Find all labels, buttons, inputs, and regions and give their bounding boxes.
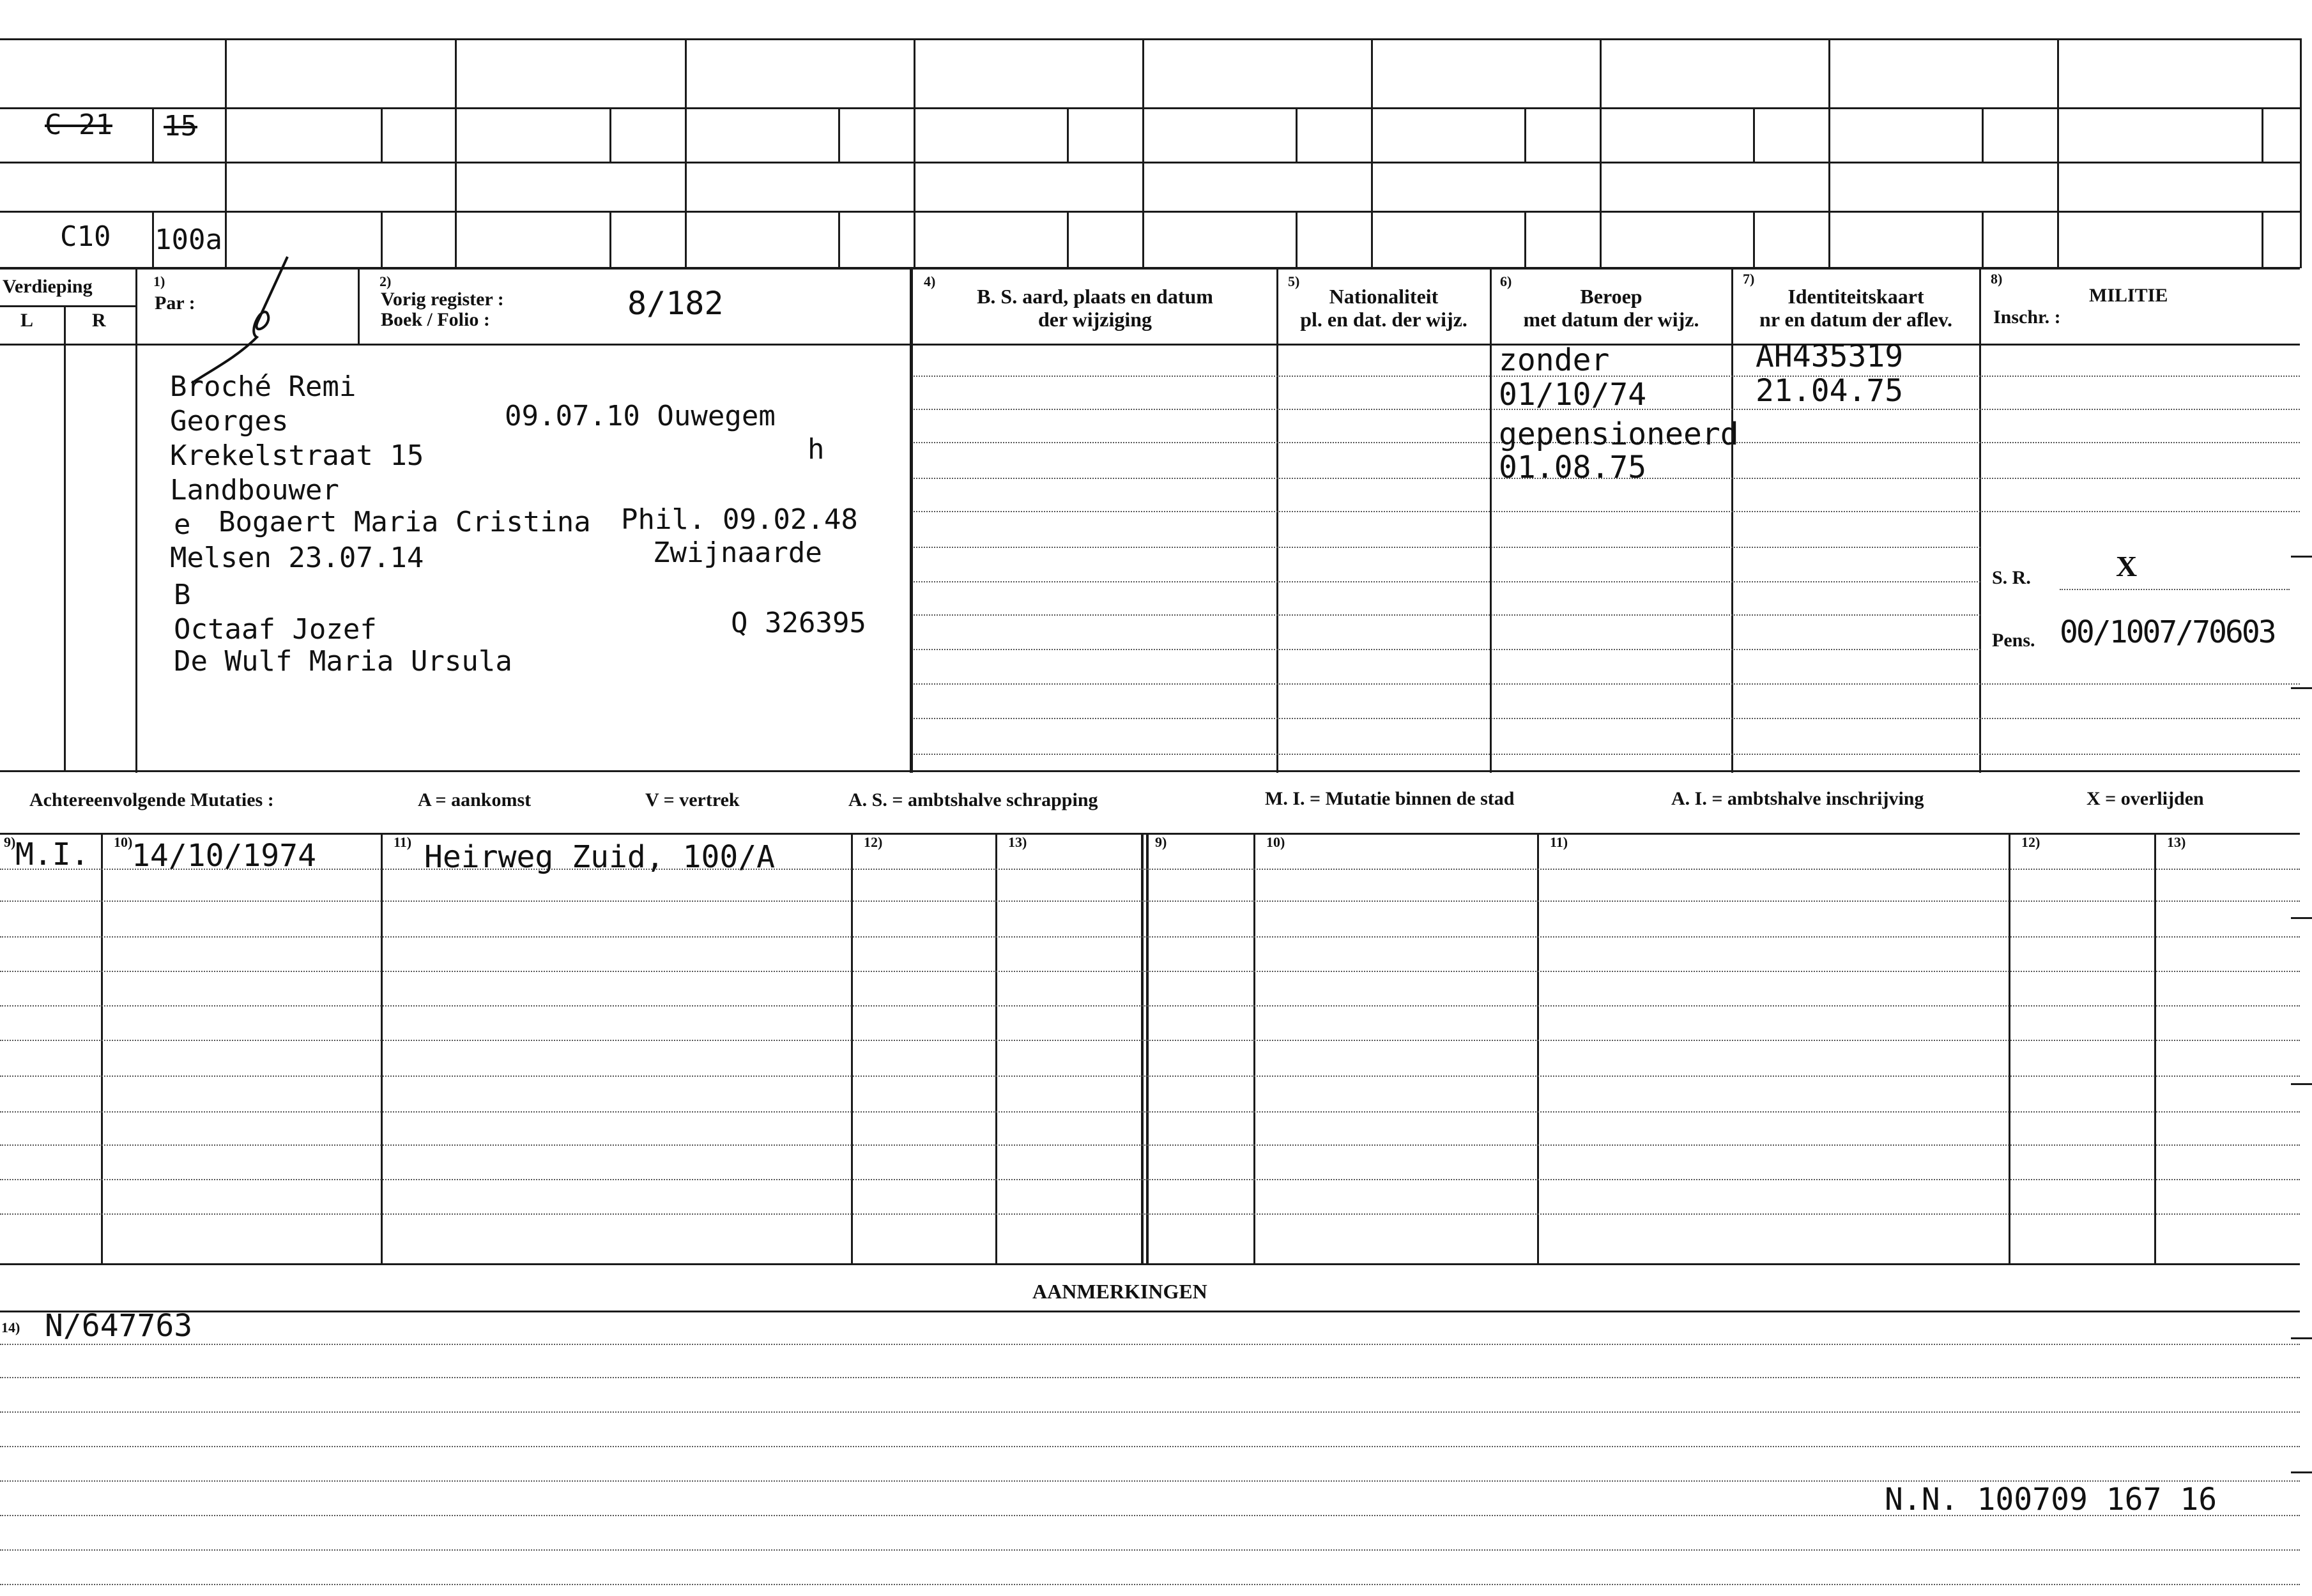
person-sex: h (808, 433, 825, 466)
person-occupation: Landbouwer (170, 474, 339, 506)
national-number: N.N. 100709 167 16 (1885, 1482, 2217, 1517)
mut-col-13: 13) (1008, 834, 1027, 850)
person-code: Q 326395 (731, 607, 866, 639)
nat-header (1278, 285, 1490, 331)
mut-col-11b: 11) (1550, 834, 1568, 850)
sr-label: S. R. (1992, 567, 2031, 588)
mut-col-12: 12) (864, 834, 883, 850)
new-register-code: C10 (60, 220, 111, 253)
person-spouse-birth: Phil. 09.02.48 (621, 503, 858, 536)
identiteit-value-2: 21.04.75 (1756, 373, 1904, 409)
verdieping-r-label: R (92, 310, 106, 331)
id-header (1733, 285, 1979, 331)
par-footnote: 1) (153, 273, 165, 289)
mil-footnote: 8) (1991, 271, 2003, 287)
legend-mutatie-binnen-stad: M. I. = Mutatie binnen de stad (1265, 788, 1515, 809)
pens-label: Pens. (1992, 630, 2035, 651)
bs-header (914, 285, 1276, 331)
person-birth: 09.07.10 Ouwegem (505, 400, 776, 432)
beroep-value-4: 01.08.75 (1499, 450, 1647, 485)
new-register-number: 100a (155, 224, 222, 256)
verdieping-label: Verdieping (3, 276, 93, 297)
mutation-address: Heirweg Zuid, 100/A (424, 839, 776, 875)
person-line-b: B (174, 579, 191, 611)
beroep-footnote: 6) (1500, 273, 1512, 289)
legend-vertrek: V = vertrek (645, 789, 740, 810)
vorig-register-label: Vorig register : (381, 289, 504, 310)
nat-header-line1: Nationaliteit (1329, 285, 1439, 308)
person-mother: De Wulf Maria Ursula (174, 645, 512, 678)
beroep-value-3: gepensioneerd (1499, 416, 1739, 452)
boek-folio-label: Boek / Folio : (381, 309, 490, 330)
person-father: Octaaf Jozef (174, 613, 377, 646)
bs-header-line2: der wijziging (1037, 308, 1152, 331)
inschr-label: Inschr. : (1993, 307, 2061, 328)
legend-ambtshalve-schrapping: A. S. = ambtshalve schrapping (848, 789, 1098, 810)
person-spouse: Bogaert Maria Cristina (218, 506, 591, 538)
sr-value: X (2116, 550, 2138, 582)
beroep-header-line2: met datum der wijz. (1523, 308, 1699, 331)
identiteit-value-1: AH435319 (1756, 338, 1904, 374)
id-header-line2: nr en datum der aflev. (1759, 308, 1952, 331)
person-birthplace: Melsen 23.07.14 (170, 542, 424, 574)
mut-col-11: 11) (394, 834, 412, 850)
mut-col-10b: 10) (1266, 834, 1285, 850)
beroep-value-2: 01/10/74 (1499, 377, 1647, 413)
mutation-type: M.I. (15, 837, 89, 872)
legend-overlijden: X = overlijden (2086, 788, 2204, 809)
mutation-date: 14/10/1974 (132, 838, 316, 874)
person-spouse-prefix: e (174, 508, 191, 541)
person-given-name: Georges (170, 405, 289, 437)
vorig-register-value: 8/182 (627, 285, 724, 322)
legend-aankomst: A = aankomst (418, 789, 532, 810)
pens-value: 00/1007/70603 (2060, 614, 2275, 650)
mut-col-12b: 12) (2021, 834, 2040, 850)
remarks-title: AANMERKINGEN (1032, 1280, 1207, 1303)
beroep-header-line1: Beroep (1580, 285, 1642, 308)
bs-footnote: 4) (924, 273, 936, 289)
beroep-header (1491, 285, 1731, 331)
person-name: Broché Remi (170, 370, 356, 403)
legend-title: Achtereenvolgende Mutaties : (29, 789, 274, 810)
remarks-footnote: 14) (1, 1319, 20, 1335)
id-header-line1: Identiteitskaart (1788, 285, 1924, 308)
vorig-footnote: 2) (379, 273, 392, 289)
person-address: Krekelstraat 15 (170, 439, 424, 472)
beroep-value-1: zonder (1499, 342, 1610, 378)
person-spouse-place: Zwijnaarde (653, 536, 822, 569)
legend-ambtshalve-inschrijving: A. I. = ambtshalve inschrijving (1671, 788, 1924, 809)
mut-col-9b: 9) (1155, 834, 1167, 850)
remarks-value: N/647763 (45, 1308, 193, 1344)
mut-col-13b: 13) (2167, 834, 2186, 850)
old-register-number: 15 (164, 110, 197, 142)
nat-header-line2: pl. en dat. der wijz. (1300, 308, 1467, 331)
par-label: Par : (155, 293, 195, 314)
bs-header-line1: B. S. aard, plaats en datum (977, 285, 1213, 308)
id-footnote: 7) (1743, 271, 1755, 287)
nat-footnote: 5) (1288, 273, 1300, 289)
militie-label: MILITIE (2089, 285, 2168, 306)
mut-col-10: 10) (114, 834, 133, 850)
old-register-code: C 21 (45, 109, 112, 141)
mut-col-9: 9) (4, 834, 16, 850)
verdieping-l-label: L (20, 310, 34, 331)
